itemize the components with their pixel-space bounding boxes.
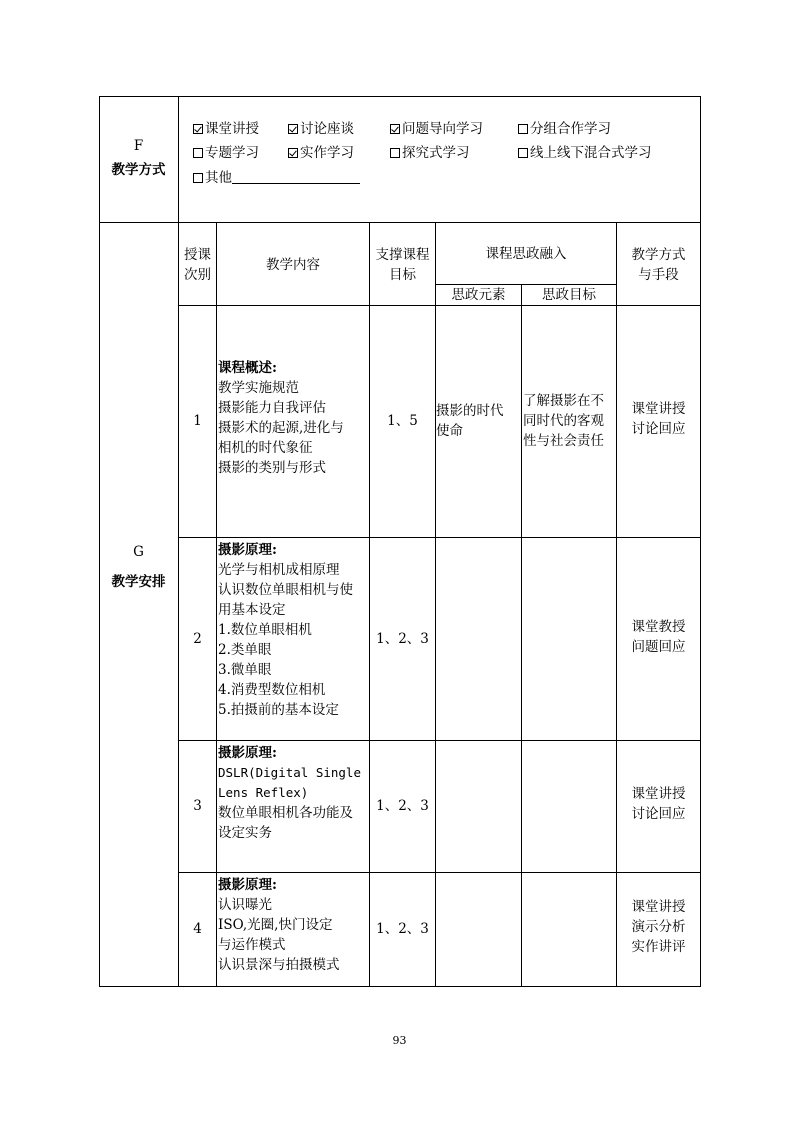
content-line: 认识曝光 [218, 897, 272, 913]
content-line: 教学实施规范 [218, 380, 299, 396]
method-option-label: 讨论座谈 [300, 121, 354, 137]
session-number: 1 [193, 413, 202, 429]
label-column-divider [178, 96, 179, 987]
method-option [193, 120, 259, 138]
col-divider-4 [521, 284, 522, 987]
method-option [518, 120, 611, 138]
section-divider [99, 222, 701, 223]
row-divider-header [178, 305, 701, 306]
table-border-right [700, 96, 701, 987]
method-option-label: 专题学习 [205, 145, 259, 161]
section-f-code: F [133, 138, 144, 154]
method-line: 课堂讲授 [631, 401, 686, 417]
header-goal-line1: 支撑课程 [375, 247, 430, 263]
method-option [390, 144, 470, 162]
checked-box-icon[interactable] [288, 148, 298, 158]
unchecked-box-icon[interactable] [193, 148, 203, 158]
course-goal: 1、2、3 [376, 630, 429, 647]
section-g-title: 教学安排 [111, 574, 166, 590]
method-line: 实作讲评 [631, 939, 686, 955]
method-option [288, 144, 354, 162]
row-divider-2 [178, 740, 701, 741]
ideo-element-line: 摄影的时代 [436, 403, 504, 419]
method-option-label: 实作学习 [300, 145, 354, 161]
header-goal-line2: 目标 [389, 267, 416, 283]
method-line: 课堂讲授 [631, 899, 686, 915]
content-title: 摄影原理: [218, 745, 277, 761]
content-line: ISO,光圈,快门设定 [218, 917, 333, 933]
content-line: 认识景深与拍摄模式 [218, 957, 340, 973]
unchecked-box-icon[interactable] [518, 148, 528, 158]
ideo-goal-line: 同时代的客观 [523, 413, 604, 429]
checked-box-icon[interactable] [288, 124, 298, 134]
page-number: 93 [392, 1034, 407, 1047]
table-border-top [99, 96, 701, 97]
unchecked-box-icon[interactable] [518, 124, 528, 134]
content-line: 认识数位单眼相机与使 [218, 582, 353, 598]
ideo-goal-line: 了解摄影在不 [523, 393, 604, 409]
session-number: 2 [193, 630, 202, 647]
course-goal: 1、2、3 [376, 921, 429, 937]
content-line: 5.拍摄前的基本设定 [218, 702, 339, 718]
content-line: 摄影能力自我评估 [218, 400, 326, 416]
method-line: 讨论回应 [631, 421, 686, 437]
content-title: 课程概述: [218, 360, 277, 376]
content-line: Lens Reflex) [218, 785, 309, 800]
method-option-label: 分组合作学习 [530, 121, 611, 137]
method-line: 演示分析 [631, 919, 686, 935]
content-line: 与运作模式 [218, 937, 286, 953]
method-option [193, 144, 259, 162]
ideo-element-line: 使命 [436, 423, 463, 439]
header-method-line1: 教学方式 [631, 247, 686, 263]
content-line: 数位单眼相机各功能及 [218, 805, 353, 821]
section-f-title: 教学方式 [111, 162, 166, 178]
method-option-label: 线上线下混合式学习 [530, 145, 652, 161]
course-goal: 1、2、3 [376, 798, 429, 814]
header-content: 教学内容 [266, 257, 320, 273]
content-line: 4.消费型数位相机 [218, 682, 326, 698]
method-option [390, 120, 483, 138]
unchecked-box-icon[interactable] [390, 148, 400, 158]
row-divider-3 [178, 872, 701, 873]
header-ideo: 课程思政融入 [485, 246, 567, 262]
content-line: 设定实务 [218, 825, 272, 841]
method-option [288, 120, 354, 138]
method-line: 讨论回应 [631, 806, 686, 822]
session-number: 4 [193, 921, 202, 937]
content-line: DSLR(Digital Single [218, 765, 361, 780]
content-title: 摄影原理: [218, 877, 277, 893]
content-line: 摄影的类别与形式 [218, 460, 326, 476]
section-g-code: G [133, 544, 144, 560]
method-option-label: 其他 [205, 170, 232, 186]
content-line: 光学与相机成相原理 [218, 562, 340, 578]
content-line: 摄影术的起源,进化与 [218, 420, 344, 436]
method-option-label: 问题导向学习 [402, 121, 483, 137]
content-line: 相机的时代象征 [218, 440, 313, 456]
table-border-bottom [99, 986, 701, 987]
content-line: 2.类单眼 [218, 642, 272, 658]
header-session-line2: 次别 [184, 267, 211, 283]
method-line: 课堂教授 [631, 618, 686, 635]
header-ideo-element: 思政元素 [451, 287, 506, 303]
method-option [193, 169, 360, 187]
header-session-line1: 授课 [184, 247, 211, 263]
method-option-label: 课堂讲授 [205, 121, 259, 137]
method-option [518, 144, 652, 162]
content-line: 用基本设定 [218, 602, 286, 618]
method-line: 课堂讲授 [631, 786, 686, 802]
method-option-label: 探究式学习 [402, 145, 470, 161]
header-method-line2: 与手段 [638, 267, 679, 283]
content-title: 摄影原理: [218, 542, 277, 558]
header-ideo-goal: 思政目标 [542, 287, 596, 303]
ideo-goal-line: 性与社会责任 [523, 433, 604, 449]
session-number: 3 [193, 798, 202, 814]
unchecked-box-icon[interactable] [193, 173, 203, 183]
other-blank-line [232, 169, 360, 184]
checked-box-icon[interactable] [390, 124, 400, 134]
course-goal: 1、5 [387, 413, 418, 429]
method-line: 问题回应 [631, 638, 686, 655]
content-line: 3.微单眼 [218, 662, 272, 678]
row-divider-1 [178, 537, 701, 538]
content-line: 1.数位单眼相机 [218, 622, 312, 638]
checked-box-icon[interactable] [193, 124, 203, 134]
